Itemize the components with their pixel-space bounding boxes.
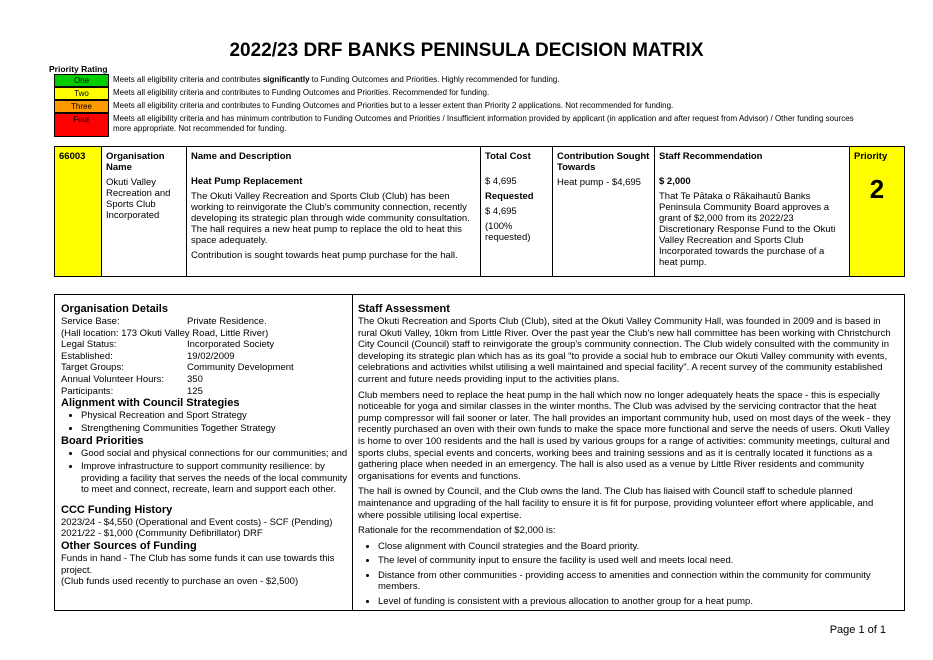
detail-row: Legal Status: Incorporated Society: [61, 339, 275, 351]
decision-matrix-table: [54, 146, 905, 277]
rationale-list: [358, 541, 898, 608]
list-item: • Good social and physical connections for our communities; and: [81, 448, 351, 460]
staff-recommendation-text: That Te Pātaka o Rākaihautū Banks Peninsula Community Board approves a grant of $2,000 from its 2022/23 Discretionary Response Fund to the Okuti Valley Recreation and Sports Club Incorporated towards the purchase of a heat pump.: [659, 191, 836, 268]
organisation-name: Okuti Valley Recreation and Sports Club Incorporated: [106, 177, 171, 221]
priority-header: Priority: [854, 151, 888, 162]
column-divider: [352, 295, 353, 610]
priority-rating-heading: Priority Rating: [49, 64, 108, 74]
detail-row: Participants: 125: [61, 385, 203, 397]
funding-history-line: 2021/22 - $1,000 (Community Defibrillator) DRF: [61, 528, 263, 540]
funding-history-heading: CCC Funding History: [61, 503, 173, 516]
list-item: • The level of community input to ensure the facility is used well and meets local need.: [378, 555, 898, 567]
project-description: The Okuti Valley Recreation and Sports Club (Club) has been working to reinvigorate the Club's community connection, recently developing its strategic plan through wide community consultation. The hall requires a new heat pump to replace the old to heat this space adequately.: [191, 191, 470, 246]
other-sources-line: Funds in hand - The Club has some funds it can use towards this project.: [61, 552, 335, 576]
name-description-header: Name and Description: [191, 151, 292, 162]
application-id: 66003: [59, 151, 86, 162]
priority-one-badge: One: [54, 74, 109, 87]
contribution-header: Contribution Sought Towards: [557, 151, 650, 173]
list-item: • Physical Recreation and Sport Strategy: [81, 410, 351, 422]
org-details-heading: Organisation Details: [61, 303, 168, 315]
requested-amount: $ 4,695: [485, 206, 517, 217]
board-priorities-list: [61, 448, 351, 495]
priority-two-badge: Two: [54, 87, 109, 100]
detail-row: Service Base: Private Residence.: [61, 316, 267, 327]
total-cost-header: Total Cost: [485, 151, 531, 162]
list-item: • Close alignment with Council strategies and the Board priority.: [378, 541, 898, 553]
staff-recommendation-header: Staff Recommendation: [659, 151, 763, 162]
requested-percent: (100% requested): [485, 221, 531, 243]
rationale-intro: Rationale for the recommendation of $2,000 is:: [358, 525, 556, 537]
priority-cell: [850, 147, 905, 277]
list-item: • Improve infrastructure to support community resilience: by providing a facility that serves the needs of the local community to meet and connect, recreate, learn and support each other.: [81, 461, 351, 496]
priority-value: 2: [869, 174, 885, 204]
total-cost-cell: [481, 147, 553, 277]
alignment-heading: Alignment with Council Strategies: [61, 397, 240, 410]
name-description-cell: [187, 147, 481, 277]
assessment-paragraph: The Okuti Recreation and Sports Club (Club), sited at the Okuti Valley Community Hall, was founded in 2009 and is based in rural Okuti Valley, 10km from Little River. Over the past year the Club's new hall committee has been working with Christchurch City Council (Council) staff to reinvigorate the group's community connection. The Club widely consulted with the community in developing its strategic plan which has as its goal "to provide a social hub to embrace our Okuti Valley community with events, celebrations and activities whilst utilising a well maintained and special facility". A recent survey of the community established current and future needs providing input to the activities plans.: [358, 316, 891, 385]
contribution-value: Heat pump - $4,695: [557, 177, 641, 188]
staff-assessment-heading: Staff Assessment: [358, 303, 450, 315]
detail-row: Annual Volunteer Hours: 350: [61, 373, 203, 385]
list-item: • Level of funding is consistent with a previous allocation to another group for a heat pump.: [378, 596, 898, 608]
contribution-cell: [553, 147, 655, 277]
staff-recommendation-cell: [655, 147, 850, 277]
priority-three-desc: Meets all eligibility criteria and contributes to Funding Outcomes and Priorities but to a lesser extent than Priority 2 applications. Not recommended for funding.: [113, 101, 674, 110]
project-contribution: Contribution is sought towards heat pump purchase for the hall.: [191, 250, 458, 261]
detail-row: (Hall location: 173 Okuti Valley Road, Little River): [61, 327, 269, 339]
details-panel: [54, 294, 905, 611]
funding-history-line: 2023/24 - $4,550 (Operational and Event costs) - SCF (Pending): [61, 516, 333, 528]
total-cost-value: $ 4,695: [485, 176, 517, 187]
priority-four-badge: Four: [54, 113, 109, 137]
project-title: Heat Pump Replacement: [191, 176, 303, 187]
staff-recommendation-amount: $ 2,000: [659, 176, 691, 187]
alignment-list: [61, 410, 351, 434]
organisation-header: Organisation Name: [106, 151, 165, 173]
other-sources-heading: Other Sources of Funding: [61, 539, 197, 552]
list-item: • Distance from other communities - providing access to amenities and connection within the community for community members.: [378, 570, 898, 593]
requested-label: Requested: [485, 191, 534, 202]
assessment-paragraph: The hall is owned by Council, and the Club owns the land. The Club has liaised with Council staff to schedule planned maintenance and upgrading of the hall facility to ensure it is fit for purpose, providing volunteer effort where applicable, and where possible utilising local expertise.: [358, 486, 874, 521]
board-priorities-heading: Board Priorities: [61, 435, 144, 448]
detail-row: Established: 19/02/2009: [61, 350, 235, 362]
page-number: Page 1 of 1: [829, 624, 886, 636]
other-sources-line: (Club funds used recently to purchase an oven - $2,500): [61, 576, 299, 588]
priority-four-desc: Meets all eligibility criteria and has minimum contribution to Funding Outcomes and Priorities / Insufficient information provided by applicant (in application and after request from Advisor) / Other funding sources more appropriate. Not recommended for funding.: [113, 114, 854, 133]
assessment-paragraph: Club members need to replace the heat pump in the hall which now no longer adequately heats the space - this is especially noticeable for yoga and similar classes in the winter months. The Club was advised by the servicing contractor that the heat pump compressor will fail sooner or later. The hall provides an important community hub, used on most days of the week - they recently purchased an oven with their own funds to make the space more functional and serve the needs of users. Okuti Valley is home to over 100 residents and the hall is used by various groups for a range of activities: community meetings, cultural and sports clubs, special events and concerts, working bees and training sessions and as it is centrally located it functions as a gathering place when needed in an emergency. The hall is also used as a venue by Little River residents and community organisations for events and functions.: [358, 389, 891, 482]
matrix-row: [55, 147, 905, 277]
application-id-cell: [55, 147, 102, 277]
priority-one-desc: Meets all eligibility criteria and contributes significantly to Funding Outcomes and Priorities. Highly recommended for funding.: [113, 75, 560, 84]
left-column: [61, 303, 351, 588]
detail-row: Target Groups: Community Development: [61, 362, 294, 374]
list-item: • Strengthening Communities Together Strategy: [81, 423, 351, 435]
right-column: [358, 303, 898, 611]
organisation-cell: [102, 147, 187, 277]
page-title: 2022/23 DRF BANKS PENINSULA DECISION MATRIX: [229, 40, 704, 61]
priority-three-badge: Three: [54, 100, 109, 113]
priority-two-desc: Meets all eligibility criteria and contributes to Funding Outcomes and Priorities. Recommended for funding.: [113, 88, 490, 97]
